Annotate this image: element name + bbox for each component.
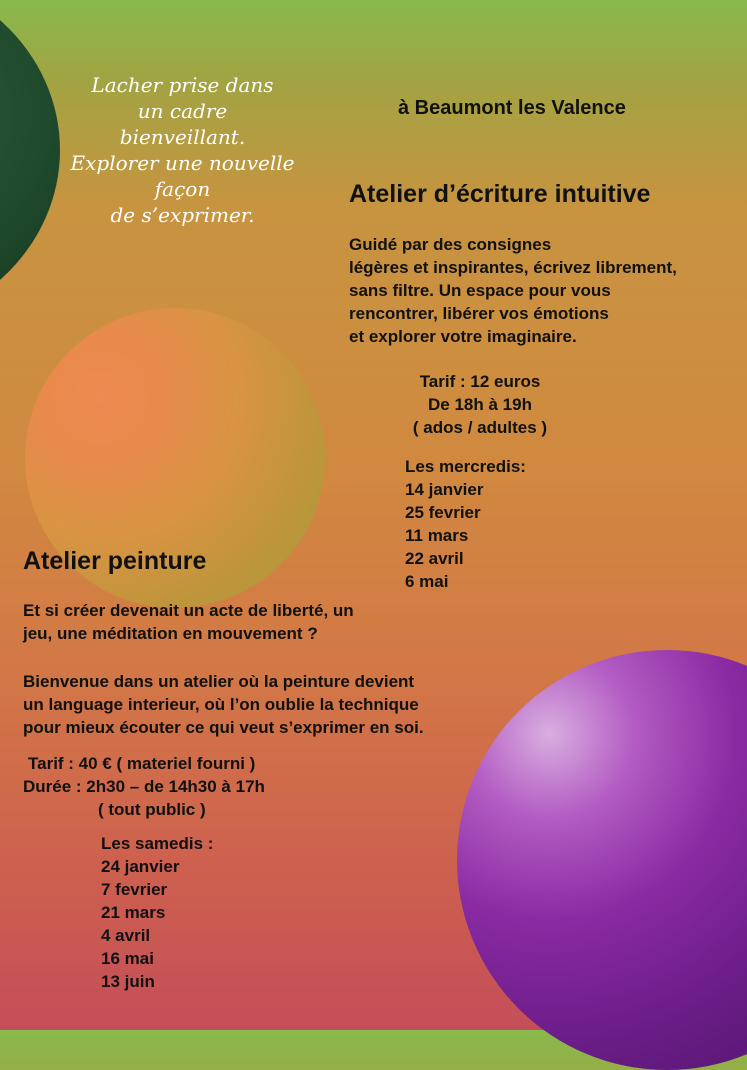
ecriture-public: ( ados / adultes ) <box>412 418 548 437</box>
peinture-dates-label: Les samedis : <box>101 834 214 853</box>
tagline-line: façon <box>154 177 211 201</box>
peinture-description <box>23 670 424 739</box>
peinture-date: 4 avril <box>101 926 151 945</box>
ecriture-date: 25 fevrier <box>405 503 481 522</box>
tagline-line: un cadre <box>137 99 228 123</box>
peinture-date: 24 janvier <box>101 857 180 876</box>
tagline-line: de s’exprimer. <box>110 203 255 227</box>
ecriture-description-line: légères et inspirantes, écrivez librement, <box>349 258 677 277</box>
tagline-line: Lacher prise dans <box>91 73 274 97</box>
peinture-intro <box>23 599 354 645</box>
ecriture-date: 6 mai <box>405 572 449 591</box>
peinture-public: ( tout public ) <box>98 800 206 819</box>
location: à Beaumont les Valence <box>398 97 626 119</box>
purple-watercolor-circle <box>457 650 747 1070</box>
peinture-intro-line: Et si créer devenait un acte de liberté, un <box>23 601 354 620</box>
tagline <box>40 72 325 228</box>
peinture-title: Atelier peinture <box>23 547 207 575</box>
ecriture-horaire: De 18h à 19h <box>428 395 532 414</box>
ecriture-title: Atelier d’écriture intuitive <box>349 180 651 208</box>
peinture-date: 7 fevrier <box>101 880 168 899</box>
ecriture-date: 11 mars <box>405 526 469 545</box>
ecriture-description-line: sans filtre. Un espace pour vous <box>349 281 611 300</box>
peinture-dates <box>101 832 213 993</box>
ecriture-description-line: Guidé par des consignes <box>349 235 552 254</box>
ecriture-description <box>349 233 677 348</box>
tagline-line: bienveillant. <box>119 125 246 149</box>
peinture-date: 16 mai <box>101 949 154 968</box>
ecriture-info <box>395 370 565 439</box>
ecriture-date: 14 janvier <box>405 480 484 499</box>
peinture-description-line: pour mieux écouter ce qui veut s’exprimer en soi. <box>23 718 424 737</box>
ecriture-description-line: rencontrer, libérer vos émotions <box>349 304 609 323</box>
peinture-date: 21 mars <box>101 903 166 922</box>
peinture-duree: Durée : 2h30 – de 14h30 à 17h <box>23 777 265 796</box>
ecriture-dates-label: Les mercredis: <box>405 457 526 476</box>
tagline-line: Explorer une nouvelle <box>70 151 295 175</box>
ecriture-tarif: Tarif : 12 euros <box>419 372 541 391</box>
peinture-description-line: Bienvenue dans un atelier où la peinture devient <box>23 672 415 691</box>
peinture-tarif: Tarif : 40 € ( materiel fourni ) <box>28 754 256 773</box>
ecriture-description-line: et explorer votre imaginaire. <box>349 327 577 346</box>
peinture-description-line: un language interieur, où l’on oublie la technique <box>23 695 419 714</box>
ecriture-dates <box>405 455 526 593</box>
peinture-date: 13 juin <box>101 972 155 991</box>
peinture-intro-line: jeu, une méditation en mouvement ? <box>23 624 318 643</box>
ecriture-date: 22 avril <box>405 549 464 568</box>
